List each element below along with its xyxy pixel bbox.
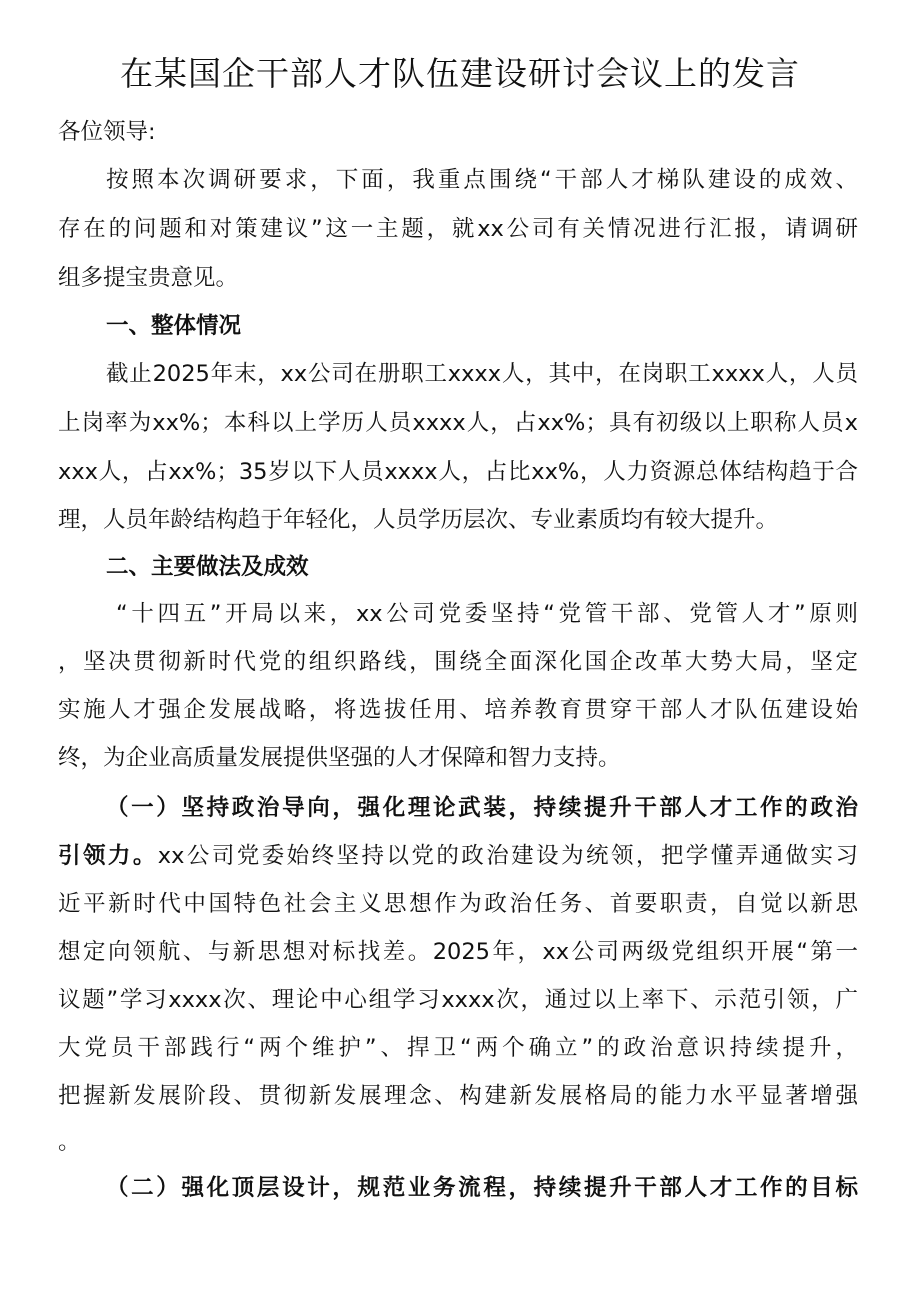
section2-line-4: 终，为企业高质量发展提供坚强的人才保障和智力支持。 xyxy=(58,745,621,771)
subsection1-line-2: 近平新时代中国特色社会主义思想作为政治任务、首要职责，自觉以新思 xyxy=(58,891,858,917)
subsection1-line-4: 议题”学习xxxx次、理论中心组学习xxxx次，通过以上率下、示范引领，广 xyxy=(58,987,858,1013)
section1-line-4: 理，人员年龄结构趋于年轻化，人员学历层次、专业素质均有较大提升。 xyxy=(58,507,779,533)
subsection1-heading-end: 引领力。 xyxy=(58,843,158,869)
subsection1-line-5: 大党员干部践行“两个维护”、捍卫“两个确立”的政治意识持续提升， xyxy=(58,1035,858,1061)
section2-line-2: ，坚决贯彻新时代党的组织路线，围绕全面深化国企改革大势大局，坚定 xyxy=(58,649,858,675)
subsection1-line-1-text: xx公司党委始终坚持以党的政治建设为统领，把学懂弄通做实习 xyxy=(157,843,858,869)
section2-line-3: 实施人才强企发展战略，将选拔任用、培养教育贯穿干部人才队伍建设始 xyxy=(58,697,858,723)
subsection1-line-6: 把握新发展阶段、贯彻新发展理念、构建新发展格局的能力水平显著增强 xyxy=(58,1083,858,1109)
section1-line-1: 截止2025年末，xx公司在册职工xxxx人，其中，在岗职工xxxx人，人员 xyxy=(106,361,858,387)
section1-line-2: 上岗率为xx%；本科以上学历人员xxxx人，占xx%；具有初级以上职称人员x xyxy=(58,410,858,436)
salutation: 各位领导: xyxy=(58,119,156,145)
subsection1-line-7: 。 xyxy=(58,1129,81,1155)
intro-line-2: 存在的问题和对策建议”这一主题，就xx公司有关情况进行汇报，请调研 xyxy=(58,216,858,242)
subsection1-heading: （一）坚持政治导向，强化理论武装，持续提升干部人才工作的政治 xyxy=(106,795,858,821)
section-heading-1: 一、整体情况 xyxy=(106,313,242,339)
subsection1-line-3: 想定向领航、与新思想对标找差。2025年，xx公司两级党组织开展“第一 xyxy=(58,939,858,965)
document-title: 在某国企干部人才队伍建设研讨会议上的发言 xyxy=(120,54,800,93)
section1-line-3: xxx人，占xx%；35岁以下人员xxxx人，占比xx%，人力资源总体结构趋于合 xyxy=(58,459,858,485)
section-heading-2: 二、主要做法及成效 xyxy=(106,554,309,580)
section2-line-1: “十四五”开局以来，xx公司党委坚持“党管干部、党管人才”原则 xyxy=(116,601,858,627)
subsection1-line-1 xyxy=(58,832,858,880)
intro-line-3: 组多提宝贵意见。 xyxy=(58,265,239,291)
subsection2-heading: （二）强化顶层设计，规范业务流程，持续提升干部人才工作的目标 xyxy=(106,1175,858,1201)
intro-line-1: 按照本次调研要求，下面，我重点围绕“干部人才梯队建设的成效、 xyxy=(106,167,858,193)
